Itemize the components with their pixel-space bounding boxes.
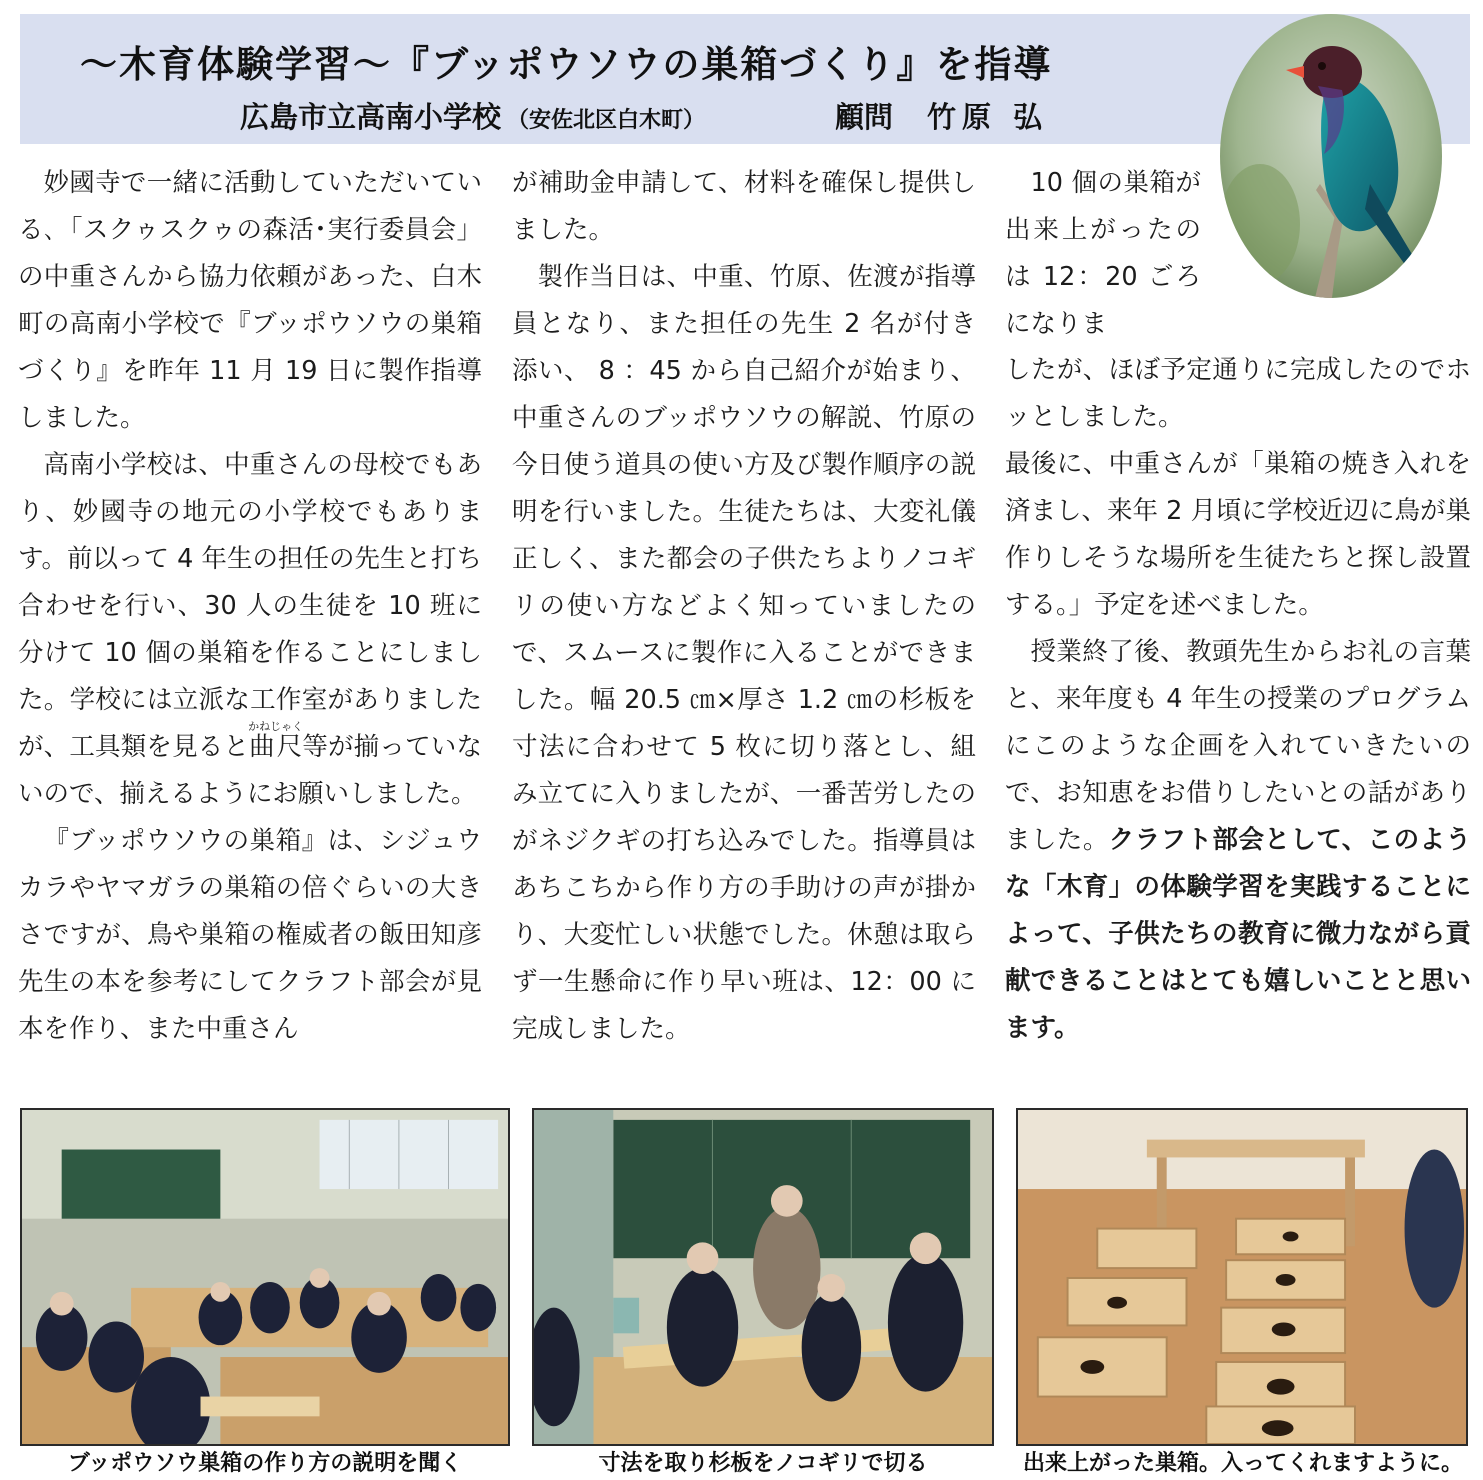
paragraph: 製作当日は、中重、竹原、佐渡が指導員となり、また担任の先生 2 名が付き添い、 8 ：45 から自己紹介が始まり、中重さんのブッポウソウの解説、竹原の今日使う道具の使い方及び製作順序の説明を行いました。生徒たちは、大変礼儀正しく、また都会の子供たちよりノコギリの使い方などよく知っていましたので、スムースに製作に入ることができました。幅 20.5 ㎝×厚さ 1.2 ㎝の杉板を寸法に合わせて 5 枚に切り落とし、組み立てに入りましたが、一番苦労したのがネジクギの打ち込みでした。指導員はあちこちから作り方の手助けの声が掛かり、大変忙しい状態でした。休憩は取らず一生懸命に作り早い班は、12：00 に完成しました。 (512, 262, 976, 1044)
article-column-2 (512, 160, 976, 1053)
byline (240, 95, 1048, 136)
paragraph: 妙國寺で一緒に活動していただいている､「スクゥスクゥの森活･実行委員会」の中重さんから協力依頼があった、白木町の高南小学校で『ブッポウソウの巣箱づくり』を昨年 11 月 19 日に製作指導しました。 (18, 168, 482, 433)
paragraph: 授業終了後、教頭先生からお礼の言葉と、来年度も 4 年生の授業のプログラムにこのような企画を入れていきたいので、お知恵をお借りしたいとの話がありました。クラフト部会として、このような「木育」の体験学習を実践することによって、子供たちの教育に微力ながら貢献できることはとても嬉しいことと思います。 (1005, 637, 1471, 1043)
paragraph: 10 個の巣箱が出来上がったのは 12：20 ごろになりま (1005, 168, 1201, 339)
sawing-photo (532, 1108, 994, 1446)
bird-photo (1220, 14, 1442, 298)
school-name: 広島市立高南小学校 (240, 100, 502, 134)
article-title: ～木育体験学習～『ブッポウソウの巣箱づくり』を指導 (80, 43, 1053, 86)
classroom-photo (20, 1108, 510, 1446)
article-column-3-top (1005, 160, 1201, 348)
photo-caption: 出来上がった巣箱。入ってくれますように。 (1022, 1451, 1463, 1476)
finished-birdhouses-photo (1016, 1108, 1468, 1446)
photo-caption: ブッポウソウ巣箱の作り方の説明を聞く (67, 1451, 463, 1476)
paragraph: 高南小学校は、中重さんの母校でもあり、妙國寺の地元の小学校でもあります。前以って 4 年生の担任の先生と打ち合わせを行い、30 人の生徒を 10 班に分けて 10 個の巣箱を作ることにしました。学校には立派な工作室がありましたが、工具類を見ると曲尺かねじゃく等が揃っていないので、揃えるようにお願いしました。 (18, 450, 482, 809)
author-role: 顧問 (835, 100, 894, 134)
school-location: （安佐北区白木町） (507, 108, 706, 133)
paragraph: したが、ほぼ予定通りに完成したのでホッとしました。 (1005, 355, 1471, 432)
ruby-annotation: 曲尺かねじゃく (248, 720, 304, 762)
article-column-3 (1005, 347, 1471, 1052)
author-name: 竹原 弘 (927, 100, 1049, 134)
article-column-1 (18, 160, 482, 1053)
paragraph: 『ブッポウソウの巣箱』は、シジュウカラやヤマガラの巣箱の倍ぐらいの大きさですが、鳥や巣箱の権威者の飯田知彦先生の本を参考にしてクラフト部会が見本を作り、また中重さん (18, 826, 482, 1044)
closing-statement: クラフト部会として、このような「木育」の体験学習を実践することによって、子供たちの教育に微力ながら貢献できることはとても嬉しいことと思います。 (1005, 825, 1471, 1043)
paragraph: 最後に、中重さんが「巣箱の焼き入れを済まし、来年 2 月頃に学校近辺に鳥が巣作りしそうな場所を生徒たちと探し設置する。」予定を述べました。 (1005, 449, 1471, 620)
paragraph: が補助金申請して、材料を確保し提供しました。 (512, 168, 976, 245)
photo-caption: 寸法を取り杉板をノコギリで切る (598, 1451, 928, 1476)
